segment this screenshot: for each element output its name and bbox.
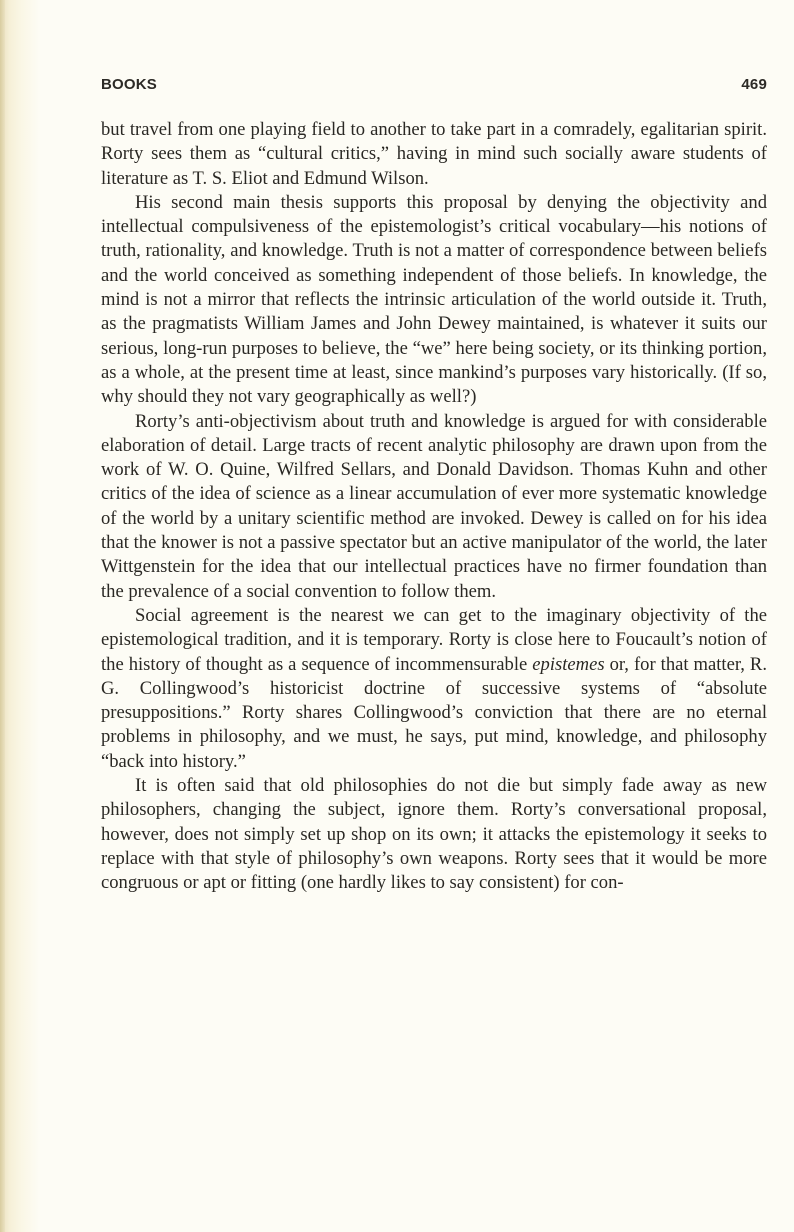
paragraph-4	[101, 604, 767, 774]
paragraph-4-text-after: or, for that matter, R. G. Collingwood’s historicist doctrine of successive systems of “absolute presuppositions.” Rorty shares Collingwood’s conviction that there are no eternal problems in philosophy, and we must, he says, put mind, knowledge, and philosophy “back into history.”	[101, 653, 767, 772]
page-binding-edge	[0, 0, 5, 1232]
paragraph-3: Rorty’s anti-objectivism about truth and knowledge is argued for with considerable elaboration of detail. Large tracts of recent analytic philosophy are drawn upon from the work of W. O. Quine, Wilfred Sellars, and Donald Davidson. Thomas Kuhn and other critics of the idea of science as a linear accumulation of ever more systematic knowledge of the world by a unitary scientific method are invoked. Dewey is called on for his idea that the knower is not a passive spectator but an active manipulator of the world, the later Wittgenstein for the idea that our intellectual practices have no firmer foundation than the prevalence of a social convention to follow them.	[101, 410, 767, 602]
section-title: BOOKS	[101, 76, 158, 93]
page-number: 469	[741, 76, 767, 93]
paragraph-4-text-before: Social agreement is the nearest we can get to the imaginary objectivity of the epistemological tradition, and it is temporary. Rorty is close here to Foucault’s notion of the history of thought as a sequence of incommensurable	[101, 604, 767, 675]
italic-term-epistemes: epistemes	[532, 653, 605, 675]
body-text	[101, 118, 767, 896]
running-head	[101, 76, 767, 93]
paragraph-1-continued: but travel from one playing field to another to take part in a comradely, egalitarian spirit. Rorty sees them as “cultural critics,” having in mind such socially aware students of literature as T. S. Eliot and Edmund Wilson.	[101, 119, 767, 189]
paragraph-5: It is often said that old philosophies do not die but simply fade away as new philosophers, changing the subject, ignore them. Rorty’s conversational proposal, however, does not simply set up shop on its own; it attacks the epistemology it seeks to replace with that style of philosophy’s own weapons. Rorty sees that it would be more congruous or apt or fitting (one hardly likes to say consistent) for con-	[101, 775, 767, 894]
paragraph-2: His second main thesis supports this proposal by denying the objectivity and intellectual compulsiveness of the epistemologist’s critical vocabulary—his notions of truth, rationality, and knowledge. Truth is not a matter of correspondence between beliefs and the world conceived as something independent of those beliefs. In knowledge, the mind is not a mirror that reflects the intrinsic articulation of the world outside it. Truth, as the pragmatists William James and John Dewey maintained, is whatever it suits our serious, long-run purposes to believe, the “we” here being society, or its thinking portion, as a whole, at the present time at least, since mankind’s purposes vary historically. (If so, why should they not vary geographically as well?)	[101, 191, 767, 408]
